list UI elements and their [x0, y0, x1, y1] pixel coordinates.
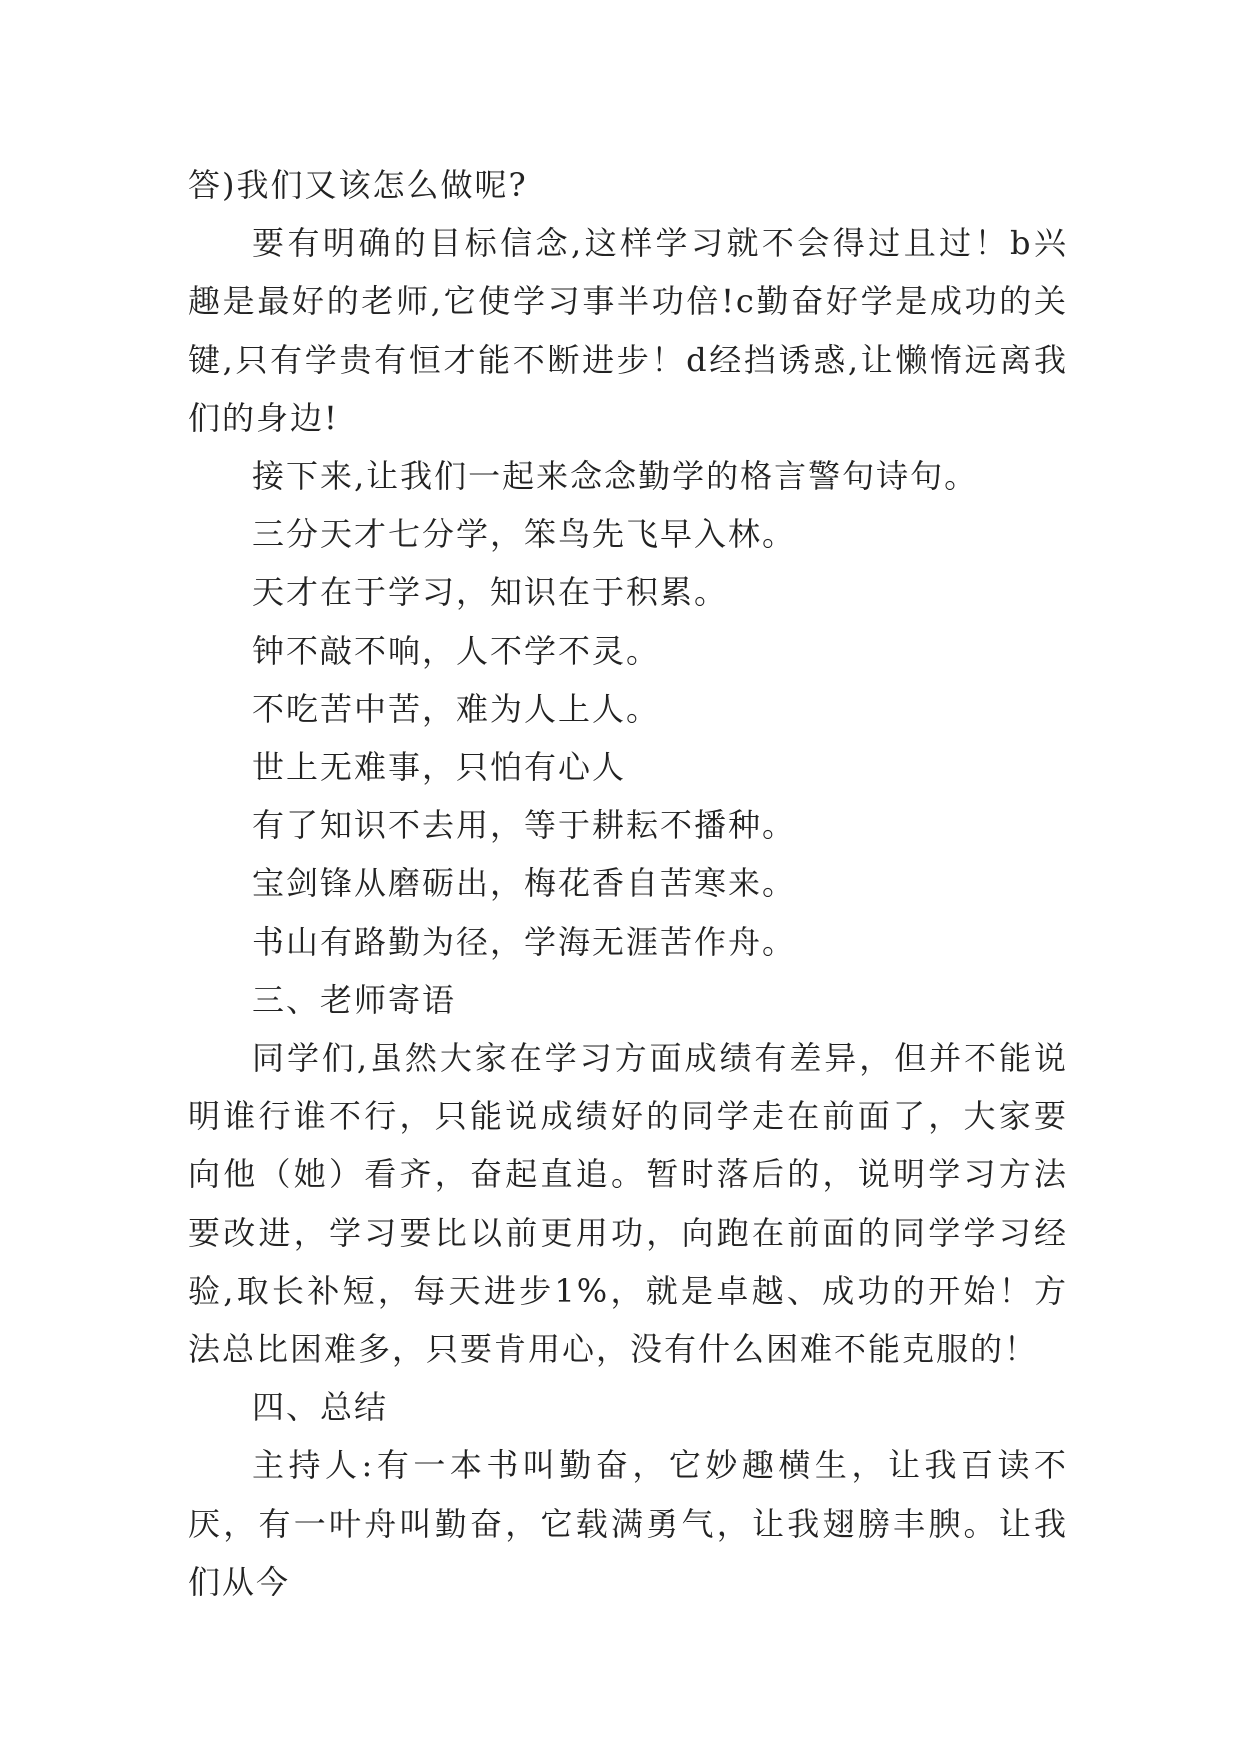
paragraph-intro-mottos: 接下来,让我们一起来念念勤学的格言警句诗句。 — [252, 457, 979, 496]
paragraph-host-summary: 主持人:有一本书叫勤奋，它妙趣横生，让我百读不厌，有一叶舟叫勤奋，它载满勇气，让我翅膀丰腴。让我们从今 — [188, 1446, 1068, 1601]
paragraph-study-advice: 要有明确的目标信念,这样学习就不会得过且过！b兴趣是最好的老师,它使学习事半功倍!c勤奋好学是成功的关键,只有学贵有恒才能不断进步！d经挡诱惑,让懒惰远离我们的身边! — [188, 224, 1068, 437]
motto-line: 天才在于学习，知识在于积累。 — [252, 573, 729, 612]
motto-line: 钟不敲不响，人不学不灵。 — [252, 631, 661, 670]
section-heading-teacher-message: 三、老师寄语 — [252, 980, 457, 1019]
motto-line: 不吃苦中苦，难为人上人。 — [252, 689, 661, 728]
document-body — [188, 156, 1068, 1611]
motto-line: 有了知识不去用，等于耕耘不播种。 — [252, 806, 797, 845]
motto-line: 书山有路勤为径，学海无涯苦作舟。 — [252, 922, 797, 961]
motto-line: 宝剑锋从磨砺出，梅花香自苦寒来。 — [252, 864, 797, 903]
motto-line: 世上无难事，只怕有心人 — [252, 748, 627, 787]
paragraph-question: 答)我们又该怎么做呢? — [188, 166, 528, 204]
section-heading-summary: 四、总结 — [252, 1388, 389, 1427]
motto-line: 三分天才七分学，笨鸟先飞早入林。 — [252, 515, 797, 554]
paragraph-teacher-message: 同学们,虽然大家在学习方面成绩有差异，但并不能说明谁行谁不行，只能说成绩好的同学走在前面了，大家要向他（她）看齐，奋起直追。暂时落后的，说明学习方法要改进，学习要比以前更用功，向跑在前面的同学学习经验,取长补短，每天进步1%，就是卓越、成功的开始！方法总比困难多，只要肯用心，没有什么困难不能克服的！ — [188, 1039, 1068, 1369]
